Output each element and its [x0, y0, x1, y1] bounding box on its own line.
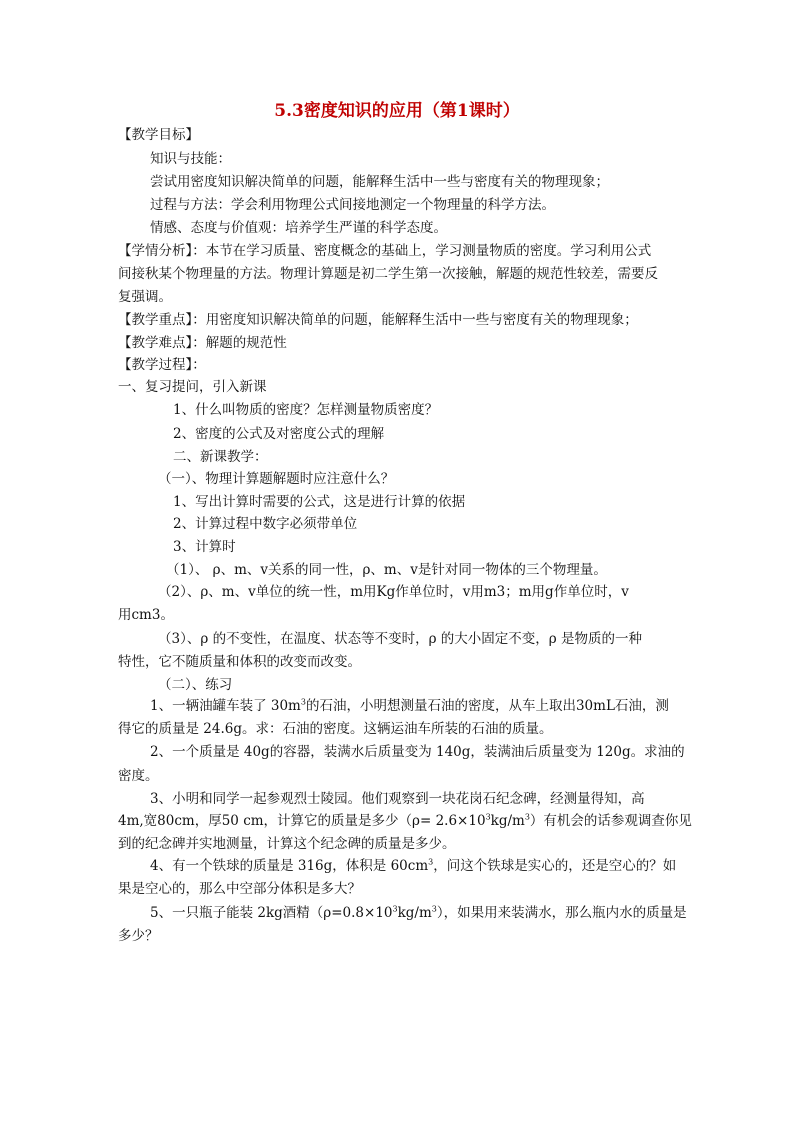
superscript: 3 — [485, 812, 491, 822]
exercise-2-line-1: 2、一个质量是 40g的容器，装满水后质量变为 140g，装满油后质量变为 120g。求油的 — [150, 744, 685, 760]
key-point: 【教学重点】：用密度知识解决简单的问题，能解释生活中一些与密度有关的物理现象； — [118, 312, 638, 328]
new-lesson-heading: 二、新课教学： — [173, 449, 268, 465]
exercise-5-text-c: ），如果用来装满水，那么瓶内水的质量是 — [436, 905, 687, 921]
exercise-1-text-b: 的石油，小明想测量石油的密度，从车上取出30mL石油，测 — [305, 698, 669, 714]
exercise-1-text-a: 1、一辆油罐车装了 30m — [150, 698, 301, 714]
process-heading: 【教学过程】： — [118, 357, 206, 373]
note-1: （1）、 ρ、m、v关系的同一性，ρ、m、v是针对同一物体的三个物理量。 — [166, 562, 607, 578]
note-2-line-2: 用cm3。 — [118, 607, 174, 623]
page-title: 5.3密度知识的应用（第1课时） — [274, 101, 520, 121]
analysis-line-3: 复强调。 — [118, 289, 172, 305]
superscript: 3 — [431, 904, 437, 914]
exercise-3-text-c: ）有机会的话参观调查你见 — [529, 813, 692, 829]
objectives-heading: 【教学目标】 — [118, 127, 199, 143]
analysis-line-1: 【学情分析】：本节在学习质量、密度概念的基础上，学习测量物质的密度。学习利用公式 — [118, 243, 652, 259]
superscript: 3 — [392, 904, 398, 914]
review-question-2: 2、密度的公式及对密度公式的理解 — [173, 426, 385, 442]
exercise-1-line-1 — [150, 696, 669, 716]
difficulty: 【教学难点】：解题的规范性 — [118, 335, 287, 351]
knowledge-skills-label: 知识与技能： — [150, 151, 231, 167]
note-3-line-2: 特性，它不随质量和体积的改变而改变。 — [118, 654, 361, 670]
new-lesson-item-3: 3、计算时 — [173, 539, 236, 555]
exercise-5-line-1 — [150, 903, 687, 923]
exercise-3-line-2 — [118, 811, 692, 831]
exercise-1-line-2: 得它的质量是 24.6g。求：石油的密度。这辆运油车所装的石油的质量。 — [118, 721, 553, 737]
exercise-5-line-2: 多少？ — [118, 928, 159, 944]
knowledge-skills-text: 尝试用密度知识解决简单的问题，能解释生活中一些与密度有关的物理现象； — [150, 174, 609, 190]
note-3-line-1: （3）、ρ 的不变性，在温度、状态等不变时，ρ 的大小固定不变，ρ 是物质的一种 — [158, 631, 643, 647]
exercise-4-text-b: ，问这个铁球是实心的，还是空心的？如 — [433, 858, 677, 874]
new-lesson-sub1: （一）、物理计算题解题时应注意什么？ — [158, 471, 395, 487]
exercise-4-line-2: 果是空心的，那么中空部分体积是多大？ — [118, 881, 361, 897]
superscript: 3 — [524, 812, 530, 822]
process-method-text: 过程与方法：学会利用物理公式间接地测定一个物理量的科学方法。 — [150, 197, 555, 213]
exercise-3-text-b: kg/m — [490, 813, 525, 829]
exercise-3-line-1: 3、小明和同学一起参观烈士陵园。他们观察到一块花岗石纪念碑，经测量得知，高 — [150, 791, 645, 807]
review-heading: 一、复习提问，引入新课 — [118, 379, 267, 395]
new-lesson-item-1: 1、写出计算时需要的公式，这是进行计算的依据 — [173, 494, 466, 510]
exercise-4-text-a: 4、有一个铁球的质量是 316g，体积是 60cm — [150, 858, 429, 874]
analysis-line-2: 间接秋某个物理量的方法。物理计算题是初二学生第一次接触，解题的规范性较差，需要反 — [118, 266, 658, 282]
superscript: 3 — [300, 697, 306, 707]
new-lesson-item-2: 2、计算过程中数字必须带单位 — [173, 516, 358, 532]
exercise-4-line-1 — [150, 856, 676, 876]
superscript: 3 — [428, 857, 434, 867]
practice-heading: （二）、练习 — [158, 677, 233, 693]
exercise-2-line-2: 密度。 — [118, 768, 159, 784]
exercise-3-line-3: 到的纪念碑并实地测量，计算这个纪念碑的质量是多少。 — [118, 836, 456, 852]
note-2-line-1: （2）、ρ、m、v单位的统一性，m用Kg作单位时，v用m3；m用g作单位时，v — [158, 584, 629, 600]
review-question-1: 1、什么叫物质的密度？怎样测量物质密度？ — [173, 402, 439, 418]
exercise-3-text-a: 4m,宽80cm，厚50 cm，计算它的质量是多少（ρ= 2.6×10 — [118, 813, 486, 829]
exercise-5-text-b: kg/m — [397, 905, 432, 921]
emotion-values-text: 情感、态度与价值观：培养学生严谨的科学态度。 — [150, 220, 447, 236]
exercise-5-text-a: 5、一只瓶子能装 2kg酒精（ρ=0.8×10 — [150, 905, 393, 921]
